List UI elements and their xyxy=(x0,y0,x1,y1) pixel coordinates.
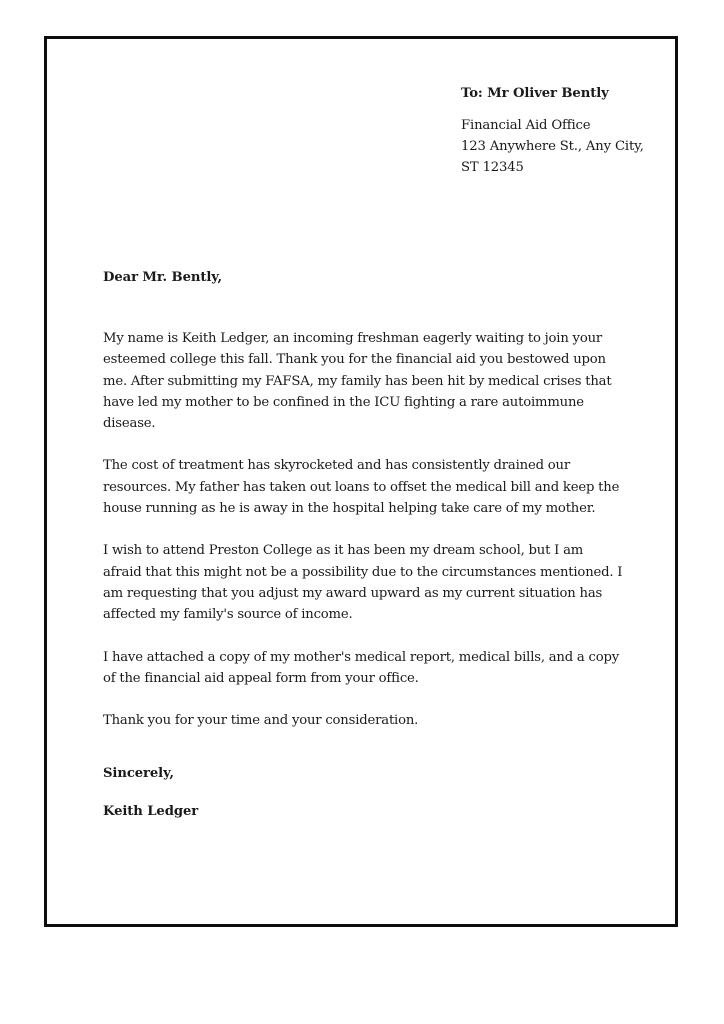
letter-sheet xyxy=(44,36,678,927)
body-paragraph-4: I have attached a copy of my mother's medical report, medical bills, and a copy of the financial aid appeal form from your office. xyxy=(103,649,620,686)
recipient-state-zip: ST 12345 xyxy=(461,160,524,175)
letter-content-area xyxy=(47,39,675,924)
body-paragraph-2: The cost of treatment has skyrocketed and has consistently drained our resources. My father has taken out loans to offset the medical bill and keep the house running as he is away in the hospital helping take care of my mother. xyxy=(103,458,620,517)
recipient-street: 123 Anywhere St., Any City, xyxy=(461,139,644,154)
recipient-address-block xyxy=(461,83,671,178)
recipient-office: Financial Aid Office xyxy=(461,118,591,133)
salutation: Dear Mr. Bently, xyxy=(103,270,223,285)
letter-body xyxy=(103,267,623,822)
recipient-name: To: Mr Oliver Bently xyxy=(461,86,609,101)
signature-name: Keith Ledger xyxy=(103,804,199,820)
closing: Sincerely, xyxy=(103,766,174,782)
body-paragraph-1: My name is Keith Ledger, an incoming freshman eagerly waiting to join your esteemed college this fall. Thank you for the financial aid you bestowed upon me. After submitting my FAFSA, my family has been hit by medical crises that have led my mother to be confined in the ICU fighting a rare autoimmune disease. xyxy=(103,331,612,432)
body-paragraph-3: I wish to attend Preston College as it has been my dream school, but I am afraid that this might not be a possibility due to the circumstances mentioned. I am requesting that you adjust my award upward as my current situation has affected my family's source of income. xyxy=(103,543,623,623)
body-paragraph-5: Thank you for your time and your consideration. xyxy=(103,713,419,729)
